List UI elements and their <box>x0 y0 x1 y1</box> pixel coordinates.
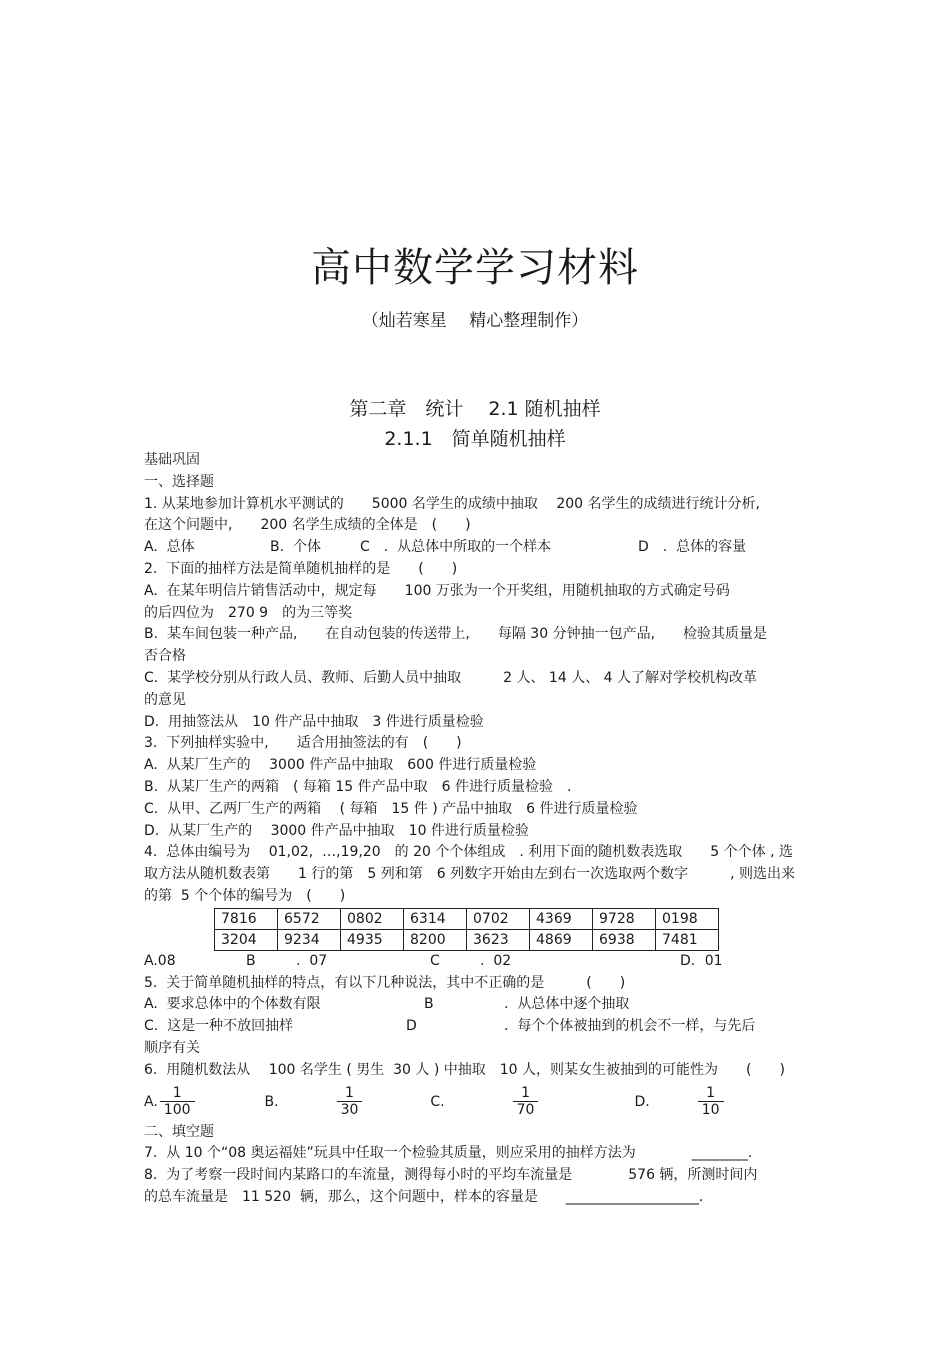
denominator: 100 <box>160 1101 195 1118</box>
fraction-a <box>160 1085 195 1118</box>
table-cell: 7816 <box>215 908 278 929</box>
table-cell: 8200 <box>404 929 467 950</box>
option-c: C. <box>430 1093 445 1110</box>
main-title: 高中数学学习材料 <box>311 245 639 291</box>
denominator: 30 <box>337 1101 363 1118</box>
table-row <box>215 908 719 929</box>
option-d: D <box>406 1018 417 1035</box>
question-8-line2: 的总车流量是 11 520 辆，那么，这个问题中，样本的容量是 ___________________. <box>144 1188 704 1205</box>
numerator: 1 <box>706 1085 716 1102</box>
table-cell: 6938 <box>593 929 656 950</box>
option-b: B. <box>264 1093 279 1110</box>
option-a: A. <box>144 1093 158 1110</box>
question-1-options <box>144 537 808 559</box>
fraction-c <box>513 1085 539 1118</box>
table-cell: 9728 <box>593 908 656 929</box>
part-heading: 二、填空题 <box>144 1123 214 1140</box>
option-c: C <box>430 952 440 969</box>
table-cell: 7481 <box>656 929 719 950</box>
option-c: C . 从总体中所取的一个样本 <box>360 539 552 556</box>
question-4-line3: 的第 5 个个体的编号为 ( ) <box>144 887 346 904</box>
question-7: 7. 从 10 个“08 奥运福娃”玩具中任取一个检验其质量，则应采用的抽样方法为 ________. <box>144 1145 753 1162</box>
question-2-option-b-line2: 否合格 <box>144 648 186 665</box>
question-3-stem: 3. 下列抽样实验中, 适合用抽签法的有 ( ) <box>144 735 462 752</box>
option-d-value: . 每个个体被抽到的机会不一样，与先后 <box>504 1018 756 1035</box>
question-2-option-b-line1: B. 某车间包装一种产品, 在自动包装的传送带上, 每隔 30 分钟抽一包产品, 检验其质量是 <box>144 626 768 643</box>
question-5-options-ab <box>144 994 808 1016</box>
random-number-table <box>214 908 719 951</box>
question-4-line1: 4. 总体由编号为 01,02, …,19,20 的 20 个个体组成 . 利用下面的随机数表选取 5 个个体 , 选 <box>144 844 793 861</box>
option-d: D. <box>634 1093 650 1110</box>
question-3-option-d: D. 从某厂生产的 3000 件产品中抽取 10 件进行质量检验 <box>144 822 529 839</box>
numerator: 1 <box>172 1085 182 1102</box>
option-a: A. 总体 <box>144 539 195 556</box>
option-b: B <box>246 952 256 969</box>
option-b-value: . 从总体中逐个抽取 <box>504 996 630 1013</box>
option-a: A.08 <box>144 952 176 969</box>
question-1-line2: 在这个问题中, 200 名学生成绩的全体是 ( ) <box>144 517 471 534</box>
question-5-option-d-line2: 顺序有关 <box>144 1039 200 1056</box>
table-cell: 6314 <box>404 908 467 929</box>
option-c: C. 这是一种不放回抽样 <box>144 1018 294 1035</box>
table-cell: 3204 <box>215 929 278 950</box>
table-cell: 4369 <box>530 908 593 929</box>
table-cell: 4935 <box>341 929 404 950</box>
question-3-option-b: B. 从某厂生产的两箱 ( 每箱 15 件产品中取 6 件进行质量检验 . <box>144 778 572 795</box>
numerator: 1 <box>521 1085 531 1102</box>
table-cell: 6572 <box>278 908 341 929</box>
section-title: 2.1.1 简单随机抽样 <box>384 428 566 450</box>
option-b: B. 个体 <box>270 539 321 556</box>
question-3-option-c: C. 从甲、乙两厂生产的两箱 ( 每箱 15 件 ) 产品中抽取 6 件进行质量检验 <box>144 800 638 817</box>
option-d: D . 总体的容量 <box>638 539 747 556</box>
question-2-option-c-line1: C. 某学校分别从行政人员、教师、后勤人员中抽取 2 人、 14 人、 4 人了解对学校机构改革 <box>144 669 758 686</box>
table-cell: 0198 <box>656 908 719 929</box>
content <box>144 450 808 1209</box>
part-heading: 一、选择题 <box>144 473 214 490</box>
numerator: 1 <box>345 1085 354 1102</box>
fraction-d <box>698 1085 724 1118</box>
table-cell: 4869 <box>530 929 593 950</box>
question-2-stem: 2. 下面的抽样方法是简单随机抽样的是 ( ) <box>144 560 458 577</box>
table-row <box>215 929 719 950</box>
question-6-stem: 6. 用随机数法从 100 名学生 ( 男生 30 人 ) 中抽取 10 人，则某女生被抽到的可能性为 ( ) <box>144 1061 785 1078</box>
fraction-b <box>337 1085 363 1118</box>
denominator: 70 <box>513 1101 539 1118</box>
question-2-option-c-line2: 的意见 <box>144 691 186 708</box>
table-cell: 3623 <box>467 929 530 950</box>
question-5-stem: 5. 关于简单随机抽样的特点，有以下几种说法，其中不正确的是 ( ) <box>144 974 626 991</box>
chapter-title: 第二章 统计 2.1 随机抽样 <box>349 398 601 420</box>
question-3-option-a: A. 从某厂生产的 3000 件产品中抽取 600 件进行质量检验 <box>144 757 537 774</box>
option-c-value: . 02 <box>480 952 512 969</box>
question-2-option-d: D. 用抽签法从 10 件产品中抽取 3 件进行质量检验 <box>144 713 484 730</box>
subtitle: （灿若寒星 精心整理制作） <box>361 311 589 331</box>
question-4-options <box>144 951 808 973</box>
table-cell: 0802 <box>341 908 404 929</box>
option-b-value: . 07 <box>296 952 328 969</box>
denominator: 10 <box>698 1101 724 1118</box>
question-8-line1: 8. 为了考察一段时间内某路口的车流量，测得每小时的平均车流量是 576 辆，所测时间内 <box>144 1167 758 1184</box>
question-5-options-cd <box>144 1016 808 1038</box>
option-b: B <box>424 996 434 1013</box>
table-cell: 0702 <box>467 908 530 929</box>
question-1-line1: 1. 从某地参加计算机水平测试的 5000 名学生的成绩中抽取 200 名学生的成绩进行统计分析, <box>144 495 760 512</box>
option-a: A. 要求总体中的个体数有限 <box>144 996 321 1013</box>
question-6-options <box>144 1082 808 1122</box>
option-d: D．01 <box>680 952 723 969</box>
table-cell: 9234 <box>278 929 341 950</box>
question-4-line2: 取方法从随机数表第 1 行的第 5 列和第 6 列数字开始由左到右一次选取两个数字 , 则选出来 <box>144 866 795 883</box>
question-2-option-a-line2: 的后四位为 270 9 的为三等奖 <box>144 604 353 621</box>
section-label: 基础巩固 <box>144 452 200 468</box>
question-2-option-a-line1: A. 在某年明信片销售活动中，规定每 100 万张为一个开奖组，用随机抽取的方式确定号码 <box>144 582 730 599</box>
